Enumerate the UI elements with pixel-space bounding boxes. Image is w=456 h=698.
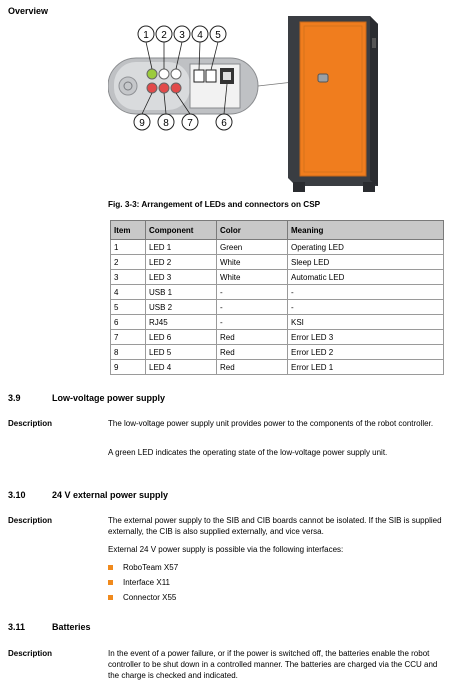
- cell-meaning: Error LED 3: [288, 330, 444, 345]
- cell-item: 4: [111, 285, 146, 300]
- led-6: [171, 83, 181, 93]
- table-row: [111, 360, 444, 375]
- cell-item: 1: [111, 240, 146, 255]
- cell-component: USB 1: [146, 285, 217, 300]
- table-header-row: [111, 221, 444, 240]
- cell-color: Green: [217, 240, 288, 255]
- header-meaning: Meaning: [288, 221, 444, 240]
- table-row: [111, 270, 444, 285]
- svg-text:2: 2: [161, 30, 167, 41]
- svg-text:9: 9: [139, 118, 145, 129]
- table-row: [111, 315, 444, 330]
- cell-color: Red: [217, 345, 288, 360]
- cell-component: RJ45: [146, 315, 217, 330]
- csp-figure: [108, 14, 408, 198]
- svg-text:6: 6: [221, 118, 227, 129]
- svg-text:7: 7: [187, 118, 193, 129]
- header-item: Item: [111, 221, 146, 240]
- header-color: Color: [217, 221, 288, 240]
- description-label-3-11: Description: [8, 649, 53, 658]
- led-5: [159, 83, 169, 93]
- list-item: [108, 575, 178, 590]
- paragraph-3-9-1: The low-voltage power supply unit provides power to the components of the robot controller.: [108, 419, 434, 428]
- cell-component: LED 1: [146, 240, 217, 255]
- cell-item: 3: [111, 270, 146, 285]
- section-number-3-11: 3.11: [8, 622, 26, 632]
- usb-1: [194, 70, 204, 82]
- cell-item: 2: [111, 255, 146, 270]
- list-item-label: RoboTeam X57: [123, 563, 179, 572]
- csp-panel: [108, 58, 258, 114]
- cell-meaning: -: [288, 300, 444, 315]
- cell-meaning: Error LED 2: [288, 345, 444, 360]
- controller-cabinet: [288, 16, 378, 192]
- figure-caption: Fig. 3-3: Arrangement of LEDs and connectors on CSP: [108, 200, 321, 209]
- cell-color: -: [217, 300, 288, 315]
- paragraph-3-9-2: A green LED indicates the operating state of the low-voltage power supply unit.: [108, 448, 388, 457]
- cell-component: LED 3: [146, 270, 217, 285]
- section-number-3-9: 3.9: [8, 393, 21, 403]
- cell-meaning: Operating LED: [288, 240, 444, 255]
- table-row: [111, 300, 444, 315]
- cell-color: Red: [217, 330, 288, 345]
- paragraph-3-11-1: In the event of a power failure, or if the power is switched off, the batteries enable the robot controller to be shut down in a controlled manner. The batteries are charged via the CCU and the charge is checked and indicated.: [108, 649, 438, 680]
- table-row: [111, 345, 444, 360]
- cell-component: LED 5: [146, 345, 217, 360]
- led-3: [171, 69, 181, 79]
- section-title-3-9: Low-voltage power supply: [52, 393, 166, 403]
- cell-item: 5: [111, 300, 146, 315]
- table-row: [111, 255, 444, 270]
- cell-meaning: KSI: [288, 315, 444, 330]
- section-title-3-11: Batteries: [52, 622, 91, 632]
- table-row: [111, 330, 444, 345]
- cell-meaning: -: [288, 285, 444, 300]
- cell-color: White: [217, 255, 288, 270]
- list-item-label: Connector X55: [123, 593, 177, 602]
- description-label-3-10: Description: [8, 516, 53, 525]
- svg-text:1: 1: [143, 30, 149, 41]
- interface-list: [108, 560, 178, 605]
- cell-item: 6: [111, 315, 146, 330]
- table-row: [111, 240, 444, 255]
- list-item: [108, 560, 178, 575]
- cell-component: LED 6: [146, 330, 217, 345]
- cell-color: -: [217, 285, 288, 300]
- led-2: [159, 69, 169, 79]
- cell-component: USB 2: [146, 300, 217, 315]
- section-number-3-10: 3.10: [8, 490, 26, 500]
- cell-meaning: Error LED 1: [288, 360, 444, 375]
- led-1: [147, 69, 157, 79]
- cell-component: LED 4: [146, 360, 217, 375]
- bullet-square-icon: [108, 580, 113, 585]
- led-connector-table: [110, 220, 444, 375]
- overview-heading: Overview: [8, 6, 49, 16]
- cell-meaning: Sleep LED: [288, 255, 444, 270]
- table-row: [111, 285, 444, 300]
- header-component: Component: [146, 221, 217, 240]
- bullet-square-icon: [108, 595, 113, 600]
- cell-meaning: Automatic LED: [288, 270, 444, 285]
- usb-2: [206, 70, 216, 82]
- description-label-3-9: Description: [8, 419, 53, 428]
- cell-color: -: [217, 315, 288, 330]
- section-title-3-10: 24 V external power supply: [52, 490, 169, 500]
- svg-text:3: 3: [179, 30, 185, 41]
- paragraph-3-10-1: The external power supply to the SIB and CIB boards cannot be isolated. If the SIB is supplied externally, the CIB is also supplied externally, and vice versa.: [108, 516, 442, 536]
- list-item: [108, 590, 178, 605]
- cell-color: Red: [217, 360, 288, 375]
- bullet-square-icon: [108, 565, 113, 570]
- cell-component: LED 2: [146, 255, 217, 270]
- led-4: [147, 83, 157, 93]
- list-item-label: Interface X11: [123, 578, 170, 587]
- svg-text:8: 8: [163, 118, 169, 129]
- cell-color: White: [217, 270, 288, 285]
- cell-item: 7: [111, 330, 146, 345]
- cell-item: 9: [111, 360, 146, 375]
- svg-text:5: 5: [215, 30, 221, 41]
- svg-text:4: 4: [197, 30, 203, 41]
- cell-item: 8: [111, 345, 146, 360]
- paragraph-3-10-2: External 24 V power supply is possible via the following interfaces:: [108, 545, 344, 554]
